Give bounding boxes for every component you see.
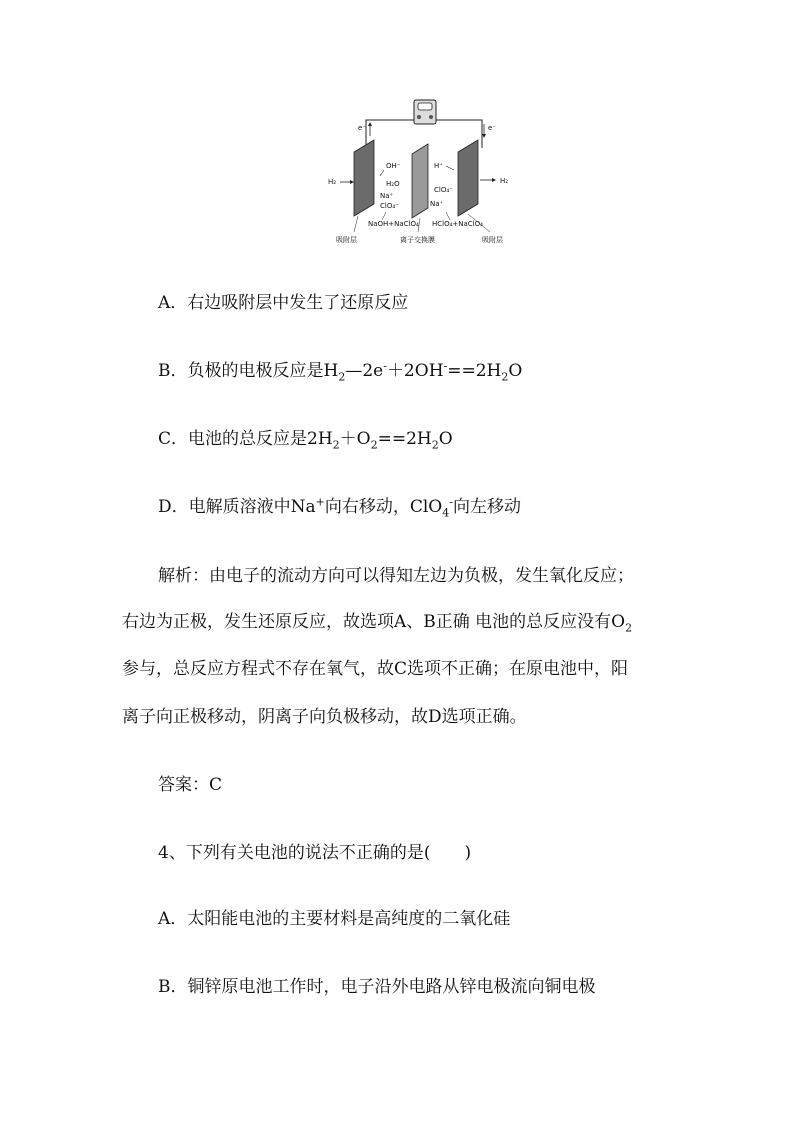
label-e-right: e⁻ (488, 124, 497, 132)
battery-diagram (318, 92, 530, 252)
option-c-text: O (438, 429, 453, 449)
option-b-text: B．负极的电极反应是H (158, 361, 339, 381)
option-b-text: —2e (345, 361, 384, 381)
subscript: 4 (442, 506, 450, 520)
subscript: 2 (338, 370, 346, 384)
subscript: 2 (431, 438, 439, 452)
subscript: 2 (501, 370, 509, 384)
voltmeter-icon (414, 100, 436, 124)
question-4-option-b: B．铜锌原电池工作时，电子沿外电路从锌电极流向铜电极 (158, 977, 596, 997)
label-adsorb-right: 吸附层 (482, 236, 503, 244)
option-b-text: O (508, 361, 523, 381)
analysis-line-4: 离子向正极移动，阴离子向负极移动，故D选项正确。 (122, 707, 527, 727)
superscript: - (443, 359, 448, 373)
option-c-text: ==2H (377, 429, 432, 449)
option-c-text: C．电池的总反应是2H (158, 429, 333, 449)
label-clo4-right: ClO₄⁻ (434, 186, 453, 194)
label-na-left: Na⁺ (380, 192, 394, 200)
option-d-text: D．电解质溶液中Na (158, 497, 316, 517)
right-electrode (458, 140, 478, 216)
battery-diagram-svg (318, 92, 530, 252)
label-e-left: e⁻ (358, 124, 367, 132)
answer: 答案：C (158, 775, 223, 795)
question-4-option-a: A．太阳能电池的主要材料是高纯度的二氧化硅 (158, 909, 511, 929)
label-h2o: H₂O (386, 180, 400, 188)
option-c (158, 428, 453, 450)
subscript: 2 (625, 621, 633, 635)
question-4-stem: 4、下列有关电池的说法不正确的是( ) (158, 843, 472, 863)
superscript: + (315, 495, 325, 509)
option-d-text: 向左移动 (452, 497, 521, 517)
label-oh: OH⁻ (386, 162, 401, 170)
analysis-line-1: 解析：由电子的流动方向可以得知左边为负极，发生氧化反应； (158, 566, 634, 586)
left-electrode (354, 140, 374, 216)
option-c-text: ＋O (339, 429, 371, 449)
label-electrolyte-right: HClO₄+NaClO₄ (432, 220, 483, 228)
label-h2-left: H₂ (328, 178, 337, 186)
analysis-line-2 (122, 611, 682, 633)
label-membrane: 离子交换膜 (400, 236, 435, 244)
analysis-line-3: 参与，总反应方程式不存在氧气，故C选项不正确；在原电池中，阳 (122, 659, 629, 679)
superscript: - (383, 359, 387, 373)
option-b-text: ==2H (447, 361, 502, 381)
option-b-text: ＋2OH (386, 361, 444, 381)
label-h-plus: H⁺ (434, 162, 443, 170)
label-adsorb-left: 吸附层 (336, 236, 357, 244)
subscript: 2 (370, 438, 378, 452)
ion-exchange-membrane (412, 144, 428, 218)
superscript: - (449, 495, 453, 509)
label-clo4-left: ClO₄⁻ (380, 202, 399, 210)
subscript: 2 (332, 438, 340, 452)
option-d-text: 向右移动，ClO (324, 497, 443, 517)
option-d (158, 496, 521, 518)
label-h2-right: H₂ (500, 177, 509, 185)
analysis-text: 右边为正极，发生还原反应，故选项A、B正确 电池的总反应没有O (122, 612, 626, 632)
label-na-right: Na⁺ (430, 200, 444, 208)
option-b (158, 360, 522, 382)
label-electrolyte-left: NaOH+NaClO₄ (368, 220, 419, 228)
option-a: A．右边吸附层中发生了还原反应 (158, 293, 409, 313)
